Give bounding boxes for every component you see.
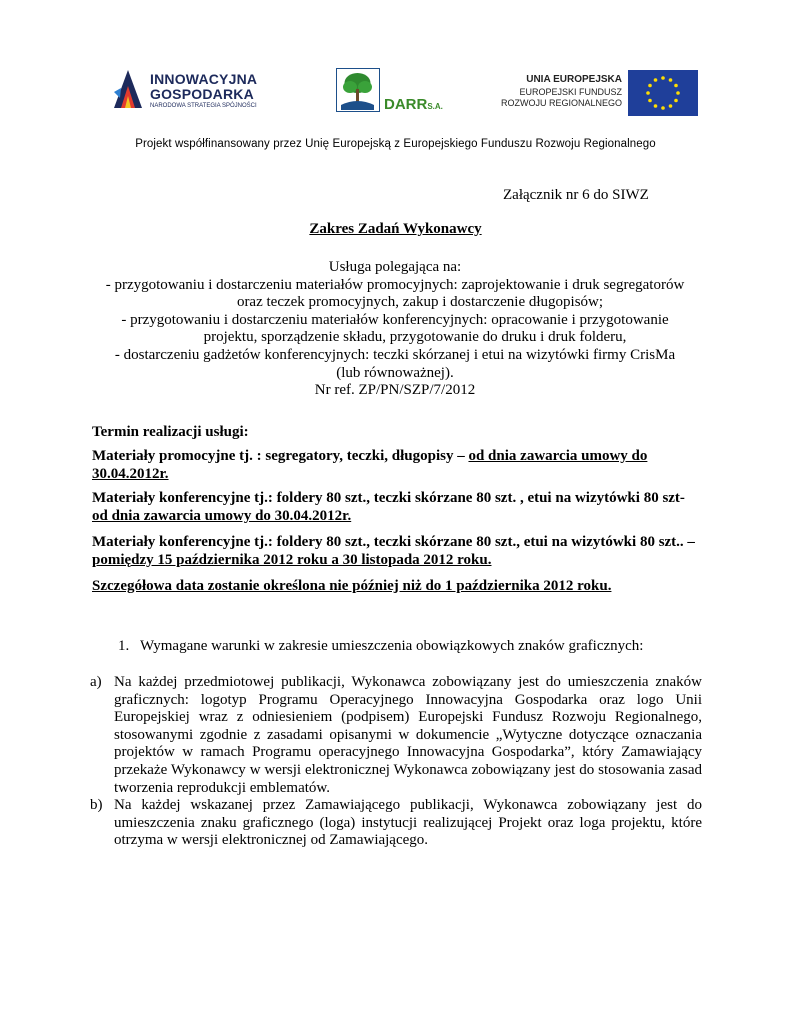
conference-materials-2 bbox=[92, 534, 702, 569]
tree-icon bbox=[337, 69, 378, 110]
conf2-date: pomiędzy 15 października 2012 roku a 30 listopada 2012 roku. bbox=[92, 551, 492, 568]
eu-logo bbox=[500, 62, 698, 118]
logo-ig-line3: NARODOWA STRATEGIA SPÓJNOŚCI bbox=[150, 103, 257, 109]
logo-ig-line2: GOSPODARKA bbox=[150, 86, 254, 102]
list-item bbox=[90, 674, 702, 797]
conf1-text: Materiały konferencyjne tj.: foldery 80 szt., teczki skórzane 80 szt. , etui na wizytówki 80 szt- bbox=[92, 490, 685, 506]
service-line: Nr ref. ZP/PN/SZP/7/2012 bbox=[314, 382, 476, 399]
darr-suffix: S.A. bbox=[427, 102, 443, 111]
conf2-text: Materiały konferencyjne tj.: foldery 80 szt., teczki skórzane 80 szt., etui na wizytówki 80 szt.. – bbox=[92, 534, 695, 550]
eu-line1: UNIA EUROPEJSKA bbox=[526, 74, 622, 85]
detail-date-note: Szczegółowa data zostanie określona nie później niż do 1 października 2012 roku. bbox=[92, 578, 612, 594]
innowacyjna-gospodarka-logo bbox=[112, 62, 272, 114]
item-number: 1. bbox=[118, 638, 130, 654]
service-line: oraz teczek promocyjnych, zakup i dostarczenie długopisów; bbox=[236, 294, 604, 311]
conf1-date: od dnia zawarcia umowy do 30.04.2012r. bbox=[92, 507, 352, 524]
eu-line3: ROZWOJU REGIONALNEGO bbox=[500, 98, 622, 108]
service-line: Usługa polegająca na: bbox=[328, 259, 462, 275]
logo-bar bbox=[0, 62, 791, 124]
darr-frame bbox=[336, 68, 380, 112]
promo-materials bbox=[92, 448, 702, 483]
numbered-item bbox=[118, 638, 643, 656]
service-line: (lub równoważnej). bbox=[336, 364, 454, 381]
list-item-text: Na każdej wskazanej przez Zamawiającego publikacji, Wykonawca zobowiązany jest do umieszczenia znaku graficznego (loga) instytucji realizującej Projekt oraz loga projektu, które otrzyma w wersji elektronicznej od Zamawiającego. bbox=[114, 797, 702, 849]
innowacyjna-gospodarka-emblem-icon bbox=[112, 68, 144, 110]
eu-line2: EUROPEJSKI FUNDUSZ bbox=[519, 87, 622, 97]
service-line: - przygotowaniu i dostarczeniu materiałów konferencyjnych: opracowanie i przygotowanie bbox=[121, 311, 669, 328]
list-item-label: b) bbox=[90, 797, 103, 814]
darr-name: DARRS.A. bbox=[384, 96, 443, 113]
item-text: Wymagane warunki w zakresie umieszczenia obowiązkowych znaków graficznych: bbox=[140, 638, 644, 654]
list-item-label: a) bbox=[90, 674, 102, 690]
promo-date: od dnia zawarcia umowy do 30.04.2012r. bbox=[92, 448, 648, 482]
promo-text: Materiały promocyjne tj. : segregatory, teczki, długopisy – bbox=[92, 448, 469, 464]
attachment-label: Załącznik nr 6 do SIWZ bbox=[503, 187, 649, 203]
list-item-text: Na każdej przedmiotowej publikacji, Wykonawca zobowiązany jest do umieszczenia znaków graficznych: logotyp Programu Operacyjnego Innowacyjna Gospodarka oraz logo Unii Europejskiej wraz z odniesieniem (podpisem) Europejski Fundusz Rozwoju Regionalnego, stosowanymi zgodnie z zasadami opisanymi w dokumencie „Wytyczne dotyczące oznaczania projektów w ramach Programu operacyjnego Innowacyjna Gospodarka”, który Zamawiający przekaże Wykonawcy w wersji elektronicznej Wykonawca zobowiązany jest do stosowania zasad tworzenia reprodukcji emblematów. bbox=[114, 674, 702, 796]
list-item bbox=[90, 797, 702, 850]
page-title: Zakres Zadań Wykonawcy bbox=[309, 221, 482, 237]
service-line: - dostarczeniu gadżetów konferencyjnych: teczki skórzanej i etui na wizytówki firmy CrisMa bbox=[114, 346, 676, 363]
cofinancing-note: Projekt współfinansowany przez Unię Europejską z Europejskiego Funduszu Rozwoju Regionalnego bbox=[135, 138, 656, 150]
logo-ig-line1: INNOWACYJNA bbox=[150, 71, 258, 87]
term-heading: Termin realizacji usługi: bbox=[92, 424, 249, 440]
service-line: - przygotowaniu i dostarczeniu materiałów promocyjnych: zaprojektowanie i druk segregatorów bbox=[105, 276, 685, 293]
service-description bbox=[92, 259, 698, 400]
conference-materials-1 bbox=[92, 490, 702, 525]
darr-logo bbox=[336, 62, 448, 118]
service-line: projektu, sporządzenie składu, przygotowanie do druku i druk folderu, bbox=[203, 329, 627, 346]
eu-flag-icon bbox=[628, 70, 698, 116]
requirements-list bbox=[90, 674, 702, 850]
